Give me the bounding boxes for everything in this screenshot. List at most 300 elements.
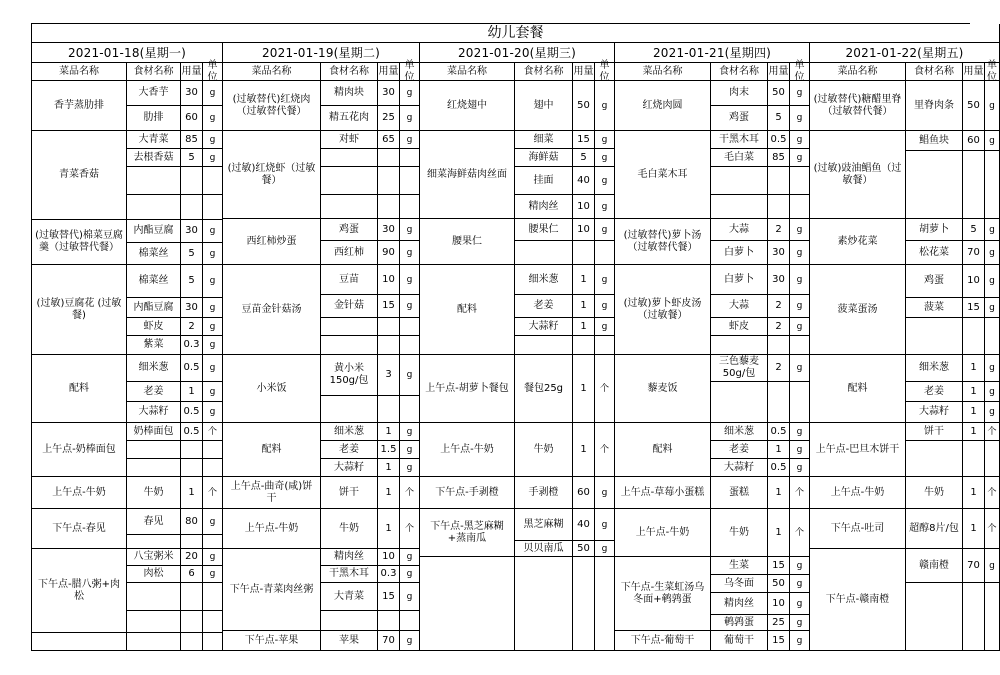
ingredient-name xyxy=(711,336,768,355)
ingredient-unit xyxy=(203,459,223,477)
ingredient-unit: g xyxy=(790,219,810,241)
ingredient-amount: 5 xyxy=(181,149,203,167)
ingredient-unit: g xyxy=(790,355,810,382)
ingredient-amount: 0.5 xyxy=(181,355,203,382)
ingredient-name: 细米葱 xyxy=(906,355,963,382)
header-amount: 用量 xyxy=(573,63,595,81)
ingredient-amount xyxy=(963,583,985,651)
ingredient-unit: g xyxy=(595,167,615,195)
ingredient-amount xyxy=(768,382,790,423)
ingredient-amount xyxy=(181,633,203,651)
dish-name: 上午点-草莓小蛋糕 xyxy=(615,477,711,509)
ingredient-amount: 15 xyxy=(768,557,790,575)
ingredient-unit xyxy=(203,441,223,459)
dish-name: 青菜香菇 xyxy=(32,131,127,220)
dish-name xyxy=(420,557,515,651)
ingredient-amount: 1 xyxy=(963,355,985,382)
ingredient-unit: g xyxy=(790,593,810,615)
ingredient-name xyxy=(515,336,573,355)
ingredient-name: 精肉丝 xyxy=(515,195,573,219)
ingredient-unit xyxy=(203,195,223,220)
ingredient-name: 餐包25g xyxy=(515,355,573,423)
header-unit: 单位 xyxy=(400,63,420,81)
dish-name: 配料 xyxy=(223,423,321,477)
ingredient-amount xyxy=(573,241,595,265)
ingredient-amount: 70 xyxy=(378,631,400,651)
ingredient-name: 大蒜籽 xyxy=(711,459,768,477)
ingredient-name: 赣南橙 xyxy=(906,549,963,583)
ingredient-name: 老姜 xyxy=(906,382,963,402)
ingredient-name: 松花菜 xyxy=(906,241,963,265)
ingredient-amount: 1 xyxy=(181,477,203,509)
dish-name: 细菜海鲜菇肉丝面 xyxy=(420,131,515,219)
ingredient-name: 对虾 xyxy=(321,131,378,149)
ingredient-name: 精肉丝 xyxy=(321,549,378,566)
dish-name: 下午点-春见 xyxy=(32,509,127,549)
ingredient-unit xyxy=(985,318,1000,355)
dish-name: (过敏替代)糖醋里脊（过敏替代餐） xyxy=(810,81,906,131)
ingredient-amount xyxy=(963,151,985,219)
ingredient-amount: 15 xyxy=(768,631,790,651)
ingredient-name: 牛奶 xyxy=(906,477,963,509)
dish-name: 下午点-葡萄干 xyxy=(615,631,711,651)
ingredient-amount xyxy=(378,195,400,219)
ingredient-name: 鸡蛋 xyxy=(321,219,378,241)
day-date: 2021-01-19(星期二) xyxy=(223,43,420,63)
ingredient-unit: g xyxy=(400,423,420,441)
ingredient-unit: g xyxy=(400,549,420,566)
ingredient-unit: g xyxy=(790,131,810,149)
ingredient-name: 大蒜 xyxy=(711,219,768,241)
ingredient-name: 老姜 xyxy=(127,382,181,402)
dish-name: 下午点-腊八粥+肉松 xyxy=(32,549,127,633)
ingredient-name: 牛奶 xyxy=(515,423,573,477)
ingredient-amount: 30 xyxy=(768,265,790,295)
ingredient-name: 乌冬面 xyxy=(711,575,768,593)
ingredient-amount: 1 xyxy=(378,459,400,477)
ingredient-amount xyxy=(181,611,203,633)
ingredient-unit: g xyxy=(203,318,223,336)
ingredient-name: 贝贝南瓜 xyxy=(515,541,573,557)
ingredient-unit: g xyxy=(400,265,420,295)
ingredient-name: 大青菜 xyxy=(321,583,378,611)
ingredient-unit xyxy=(203,633,223,651)
ingredient-unit: g xyxy=(790,441,810,459)
ingredient-unit: g xyxy=(400,631,420,651)
ingredient-unit xyxy=(400,149,420,167)
ingredient-unit: g xyxy=(985,298,1000,318)
ingredient-amount: 5 xyxy=(181,243,203,265)
ingredient-name: 饼干 xyxy=(321,477,378,509)
dish-name: 配料 xyxy=(810,355,906,423)
ingredient-unit: 个 xyxy=(203,423,223,441)
ingredient-name: 白萝卜 xyxy=(711,241,768,265)
ingredient-amount: 2 xyxy=(768,295,790,318)
ingredient-amount: 2 xyxy=(768,318,790,336)
ingredient-name: 细米葱 xyxy=(127,355,181,382)
dish-name: (过敏替代)红烧肉（过敏替代餐） xyxy=(223,81,321,131)
ingredient-amount: 1 xyxy=(181,382,203,402)
ingredient-unit: g xyxy=(400,295,420,318)
ingredient-name: 鹌鹑蛋 xyxy=(711,615,768,631)
dish-name: 配料 xyxy=(32,355,127,423)
ingredient-amount: 1 xyxy=(573,423,595,477)
ingredient-amount xyxy=(573,557,595,651)
ingredient-amount: 1 xyxy=(963,382,985,402)
menu-sheet xyxy=(31,23,997,651)
header-ingredient: 食材名称 xyxy=(127,63,181,81)
header-amount: 用量 xyxy=(768,63,790,81)
ingredient-name: 老姜 xyxy=(711,441,768,459)
dish-name: (过敏)豆腐花 (过敏餐) xyxy=(32,265,127,355)
ingredient-amount: 1 xyxy=(768,509,790,557)
header-amount: 用量 xyxy=(378,63,400,81)
ingredient-unit: g xyxy=(985,549,1000,583)
dish-name: 上午点-牛奶 xyxy=(810,477,906,509)
ingredient-amount xyxy=(181,195,203,220)
ingredient-name xyxy=(127,167,181,195)
ingredient-amount: 1 xyxy=(378,509,400,549)
ingredient-amount: 10 xyxy=(768,593,790,615)
dish-name: (过敏)萝卜虾皮汤（过敏餐） xyxy=(615,265,711,355)
ingredient-amount xyxy=(963,318,985,355)
ingredient-amount: 50 xyxy=(963,81,985,131)
ingredient-amount: 20 xyxy=(181,549,203,566)
ingredient-name xyxy=(321,167,378,195)
ingredient-unit: g xyxy=(790,557,810,575)
ingredient-amount: 25 xyxy=(768,615,790,631)
ingredient-name: 内酯豆腐 xyxy=(127,220,181,243)
ingredient-unit: g xyxy=(203,298,223,318)
ingredient-amount: 30 xyxy=(378,219,400,241)
ingredient-name: 大蒜籽 xyxy=(321,459,378,477)
ingredient-amount: 0.5 xyxy=(181,402,203,423)
ingredient-name: 黑芝麻糊 xyxy=(515,509,573,541)
ingredient-name: 黄小米150g/包 xyxy=(321,355,378,396)
ingredient-amount: 0.5 xyxy=(768,423,790,441)
ingredient-name: 蛋糕 xyxy=(711,477,768,509)
ingredient-unit xyxy=(790,382,810,423)
ingredient-amount: 0.5 xyxy=(768,459,790,477)
ingredient-name xyxy=(711,167,768,195)
ingredient-unit: g xyxy=(595,318,615,336)
ingredient-name: 西红柿 xyxy=(321,241,378,265)
ingredient-unit: g xyxy=(400,81,420,106)
ingredient-name: 棉菜丝 xyxy=(127,243,181,265)
ingredient-amount: 15 xyxy=(378,583,400,611)
ingredient-name: 牛奶 xyxy=(711,509,768,557)
ingredient-amount: 70 xyxy=(963,549,985,583)
ingredient-name xyxy=(321,149,378,167)
dish-name: 下午点-生菜虹汤乌冬面+鹌鹑蛋 xyxy=(615,557,711,631)
header-ingredient: 食材名称 xyxy=(515,63,573,81)
ingredient-unit xyxy=(595,336,615,355)
day-date: 2021-01-22(星期五) xyxy=(810,43,1000,63)
ingredient-name: 细米葱 xyxy=(321,423,378,441)
ingredient-amount: 40 xyxy=(573,509,595,541)
dish-name: 上午点-牛奶 xyxy=(223,509,321,549)
dish-name: 下午点-苹果 xyxy=(223,631,321,651)
ingredient-amount: 30 xyxy=(378,81,400,106)
ingredient-unit xyxy=(400,195,420,219)
ingredient-amount: 70 xyxy=(963,241,985,265)
ingredient-unit xyxy=(790,167,810,195)
ingredient-unit: 个 xyxy=(400,477,420,509)
ingredient-amount: 2 xyxy=(768,355,790,382)
ingredient-name xyxy=(127,535,181,549)
ingredient-unit xyxy=(790,336,810,355)
ingredient-name: 大香芋 xyxy=(127,81,181,106)
ingredient-amount: 90 xyxy=(378,241,400,265)
dish-name xyxy=(32,633,127,651)
ingredient-amount: 3 xyxy=(378,355,400,396)
ingredient-name: 细米葱 xyxy=(711,423,768,441)
ingredient-unit: g xyxy=(790,295,810,318)
ingredient-name: 手剥橙 xyxy=(515,477,573,509)
ingredient-name xyxy=(127,583,181,611)
ingredient-unit xyxy=(400,167,420,195)
ingredient-amount: 85 xyxy=(181,131,203,149)
ingredient-amount: 1 xyxy=(963,477,985,509)
ingredient-amount: 0.3 xyxy=(378,566,400,583)
ingredient-name: 干黑木耳 xyxy=(711,131,768,149)
ingredient-amount: 10 xyxy=(378,549,400,566)
ingredient-name: 虾皮 xyxy=(127,318,181,336)
ingredient-unit: g xyxy=(595,477,615,509)
ingredient-unit: g xyxy=(985,241,1000,265)
sheet-title: 幼儿套餐 xyxy=(32,24,1000,43)
header-dish: 菜品名称 xyxy=(32,63,127,81)
ingredient-amount: 50 xyxy=(573,541,595,557)
ingredient-unit: g xyxy=(595,509,615,541)
ingredient-amount xyxy=(181,441,203,459)
ingredient-unit xyxy=(985,441,1000,477)
header-unit: 单位 xyxy=(203,63,223,81)
ingredient-unit: g xyxy=(203,509,223,535)
ingredient-unit xyxy=(400,318,420,336)
ingredient-name: 精肉块 xyxy=(321,81,378,106)
ingredient-unit xyxy=(790,195,810,219)
ingredient-unit: g xyxy=(203,549,223,566)
ingredient-amount: 6 xyxy=(181,566,203,583)
ingredient-unit: g xyxy=(203,355,223,382)
dish-name: 下午点-赣南橙 xyxy=(810,549,906,651)
ingredient-name xyxy=(906,318,963,355)
ingredient-amount xyxy=(181,583,203,611)
ingredient-name: 白萝卜 xyxy=(711,265,768,295)
ingredient-name xyxy=(906,441,963,477)
ingredient-name: 春见 xyxy=(127,509,181,535)
ingredient-unit: g xyxy=(595,219,615,241)
ingredient-amount: 30 xyxy=(768,241,790,265)
header-dish: 菜品名称 xyxy=(223,63,321,81)
ingredient-amount: 50 xyxy=(768,575,790,593)
ingredient-name: 海鲜菇 xyxy=(515,149,573,167)
ingredient-amount: 10 xyxy=(378,265,400,295)
ingredient-amount xyxy=(768,336,790,355)
ingredient-amount: 0.3 xyxy=(181,336,203,355)
ingredient-amount: 80 xyxy=(181,509,203,535)
dish-name: 香芋蒸肋排 xyxy=(32,81,127,131)
ingredient-name: 葡萄干 xyxy=(711,631,768,651)
ingredient-unit: g xyxy=(203,149,223,167)
ingredient-amount xyxy=(378,167,400,195)
dish-name: (过敏替代)萝卜汤（过敏替代餐） xyxy=(615,219,711,265)
ingredient-amount: 40 xyxy=(573,167,595,195)
ingredient-name: 细米葱 xyxy=(515,265,573,295)
ingredient-unit xyxy=(203,583,223,611)
dish-name: 上午点-巴旦木饼干 xyxy=(810,423,906,477)
ingredient-unit: g xyxy=(595,81,615,131)
ingredient-unit: g xyxy=(985,219,1000,241)
ingredient-unit: g xyxy=(203,265,223,298)
ingredient-amount: 0.5 xyxy=(768,131,790,149)
ingredient-unit xyxy=(203,167,223,195)
ingredient-unit: g xyxy=(203,336,223,355)
ingredient-unit: g xyxy=(203,81,223,106)
ingredient-amount xyxy=(181,459,203,477)
ingredient-unit: g xyxy=(203,131,223,149)
ingredient-name: 超醇8片/包 xyxy=(906,509,963,549)
ingredient-name xyxy=(515,557,573,651)
ingredient-unit: g xyxy=(203,382,223,402)
ingredient-name: 细菜 xyxy=(515,131,573,149)
ingredient-unit: g xyxy=(400,355,420,396)
ingredient-unit: 个 xyxy=(400,509,420,549)
ingredient-amount xyxy=(378,611,400,631)
ingredient-name: 牛奶 xyxy=(127,477,181,509)
header-unit: 单位 xyxy=(790,63,810,81)
ingredient-amount: 30 xyxy=(181,220,203,243)
ingredient-unit: g xyxy=(790,423,810,441)
dish-name: 上午点-曲奇(咸)饼干 xyxy=(223,477,321,509)
ingredient-amount: 1 xyxy=(963,423,985,441)
ingredient-amount: 5 xyxy=(963,219,985,241)
ingredient-unit: g xyxy=(595,195,615,219)
ingredient-unit xyxy=(595,241,615,265)
ingredient-amount: 1.5 xyxy=(378,441,400,459)
ingredient-amount: 1 xyxy=(573,355,595,423)
dish-name: 小米饭 xyxy=(223,355,321,423)
ingredient-name: 生菜 xyxy=(711,557,768,575)
ingredient-amount: 60 xyxy=(181,106,203,131)
ingredient-amount: 50 xyxy=(768,81,790,106)
dish-name: 西红柿炒蛋 xyxy=(223,219,321,265)
header-dish: 菜品名称 xyxy=(615,63,711,81)
ingredient-unit: 个 xyxy=(985,423,1000,441)
ingredient-unit: 个 xyxy=(985,509,1000,549)
ingredient-amount xyxy=(573,336,595,355)
ingredient-unit: g xyxy=(203,566,223,583)
ingredient-name xyxy=(127,195,181,220)
ingredient-unit: g xyxy=(595,295,615,318)
dish-name: (过敏)豉油鲳鱼（过敏餐） xyxy=(810,131,906,219)
dish-name: (过敏替代)棉菜豆腐羹（过敏替代餐） xyxy=(32,220,127,265)
ingredient-amount: 1 xyxy=(573,295,595,318)
ingredient-unit: g xyxy=(400,441,420,459)
ingredient-unit: g xyxy=(400,241,420,265)
ingredient-unit: g xyxy=(400,131,420,149)
ingredient-amount xyxy=(181,535,203,549)
ingredient-amount: 1 xyxy=(963,402,985,423)
ingredient-name: 大蒜籽 xyxy=(127,402,181,423)
ingredient-name: 精肉丝 xyxy=(711,593,768,615)
dish-name: 红烧肉圆 xyxy=(615,81,711,131)
ingredient-unit xyxy=(985,583,1000,651)
ingredient-name xyxy=(127,441,181,459)
ingredient-unit: g xyxy=(985,81,1000,131)
dish-name: 红烧翅中 xyxy=(420,81,515,131)
ingredient-amount: 15 xyxy=(378,295,400,318)
header-unit: 单位 xyxy=(595,63,615,81)
ingredient-name: 鲳鱼块 xyxy=(906,131,963,151)
ingredient-name: 大蒜籽 xyxy=(515,318,573,336)
ingredient-name: 翅中 xyxy=(515,81,573,131)
ingredient-amount: 30 xyxy=(181,81,203,106)
dish-name: 上午点-牛奶 xyxy=(32,477,127,509)
dish-name: 下午点-黑芝麻糊+蒸南瓜 xyxy=(420,509,515,557)
ingredient-amount: 15 xyxy=(963,298,985,318)
ingredient-amount xyxy=(378,396,400,423)
ingredient-name xyxy=(321,396,378,423)
dish-name: 下午点-青菜肉丝粥 xyxy=(223,549,321,631)
dish-name: (过敏)红烧虾（过敏餐） xyxy=(223,131,321,219)
ingredient-name: 紫菜 xyxy=(127,336,181,355)
ingredient-unit: g xyxy=(400,106,420,131)
ingredient-unit: g xyxy=(595,131,615,149)
ingredient-name xyxy=(127,633,181,651)
ingredient-name xyxy=(906,583,963,651)
ingredient-name xyxy=(515,241,573,265)
ingredient-amount xyxy=(768,195,790,219)
ingredient-amount: 1 xyxy=(963,509,985,549)
ingredient-name: 肉松 xyxy=(127,566,181,583)
ingredient-unit: g xyxy=(985,265,1000,298)
ingredient-unit: g xyxy=(203,220,223,243)
ingredient-unit: g xyxy=(400,459,420,477)
ingredient-amount: 10 xyxy=(963,265,985,298)
ingredient-amount xyxy=(963,441,985,477)
ingredient-amount: 50 xyxy=(573,81,595,131)
ingredient-name: 去根香菇 xyxy=(127,149,181,167)
ingredient-unit xyxy=(400,336,420,355)
ingredient-name xyxy=(711,195,768,219)
ingredient-amount: 10 xyxy=(573,195,595,219)
ingredient-name xyxy=(127,611,181,633)
dish-name: 上午点-奶棒面包 xyxy=(32,423,127,477)
dish-name: 素炒花菜 xyxy=(810,219,906,265)
ingredient-name: 精五花肉 xyxy=(321,106,378,131)
ingredient-name: 干黑木耳 xyxy=(321,566,378,583)
ingredient-unit: g xyxy=(790,631,810,651)
ingredient-unit: 个 xyxy=(595,355,615,423)
header-unit: 单位 xyxy=(985,63,1000,81)
ingredient-name xyxy=(321,611,378,631)
ingredient-name: 菠菜 xyxy=(906,298,963,318)
day-date: 2021-01-18(星期一) xyxy=(32,43,223,63)
ingredient-unit: g xyxy=(203,402,223,423)
ingredient-amount: 85 xyxy=(768,149,790,167)
ingredient-amount: 15 xyxy=(573,131,595,149)
ingredient-amount xyxy=(378,336,400,355)
ingredient-name: 鸡蛋 xyxy=(906,265,963,298)
ingredient-amount: 25 xyxy=(378,106,400,131)
ingredient-unit xyxy=(595,557,615,651)
ingredient-name xyxy=(906,151,963,219)
ingredient-name: 老姜 xyxy=(321,441,378,459)
ingredient-unit: 个 xyxy=(790,509,810,557)
dish-name: 豆苗金针菇汤 xyxy=(223,265,321,355)
